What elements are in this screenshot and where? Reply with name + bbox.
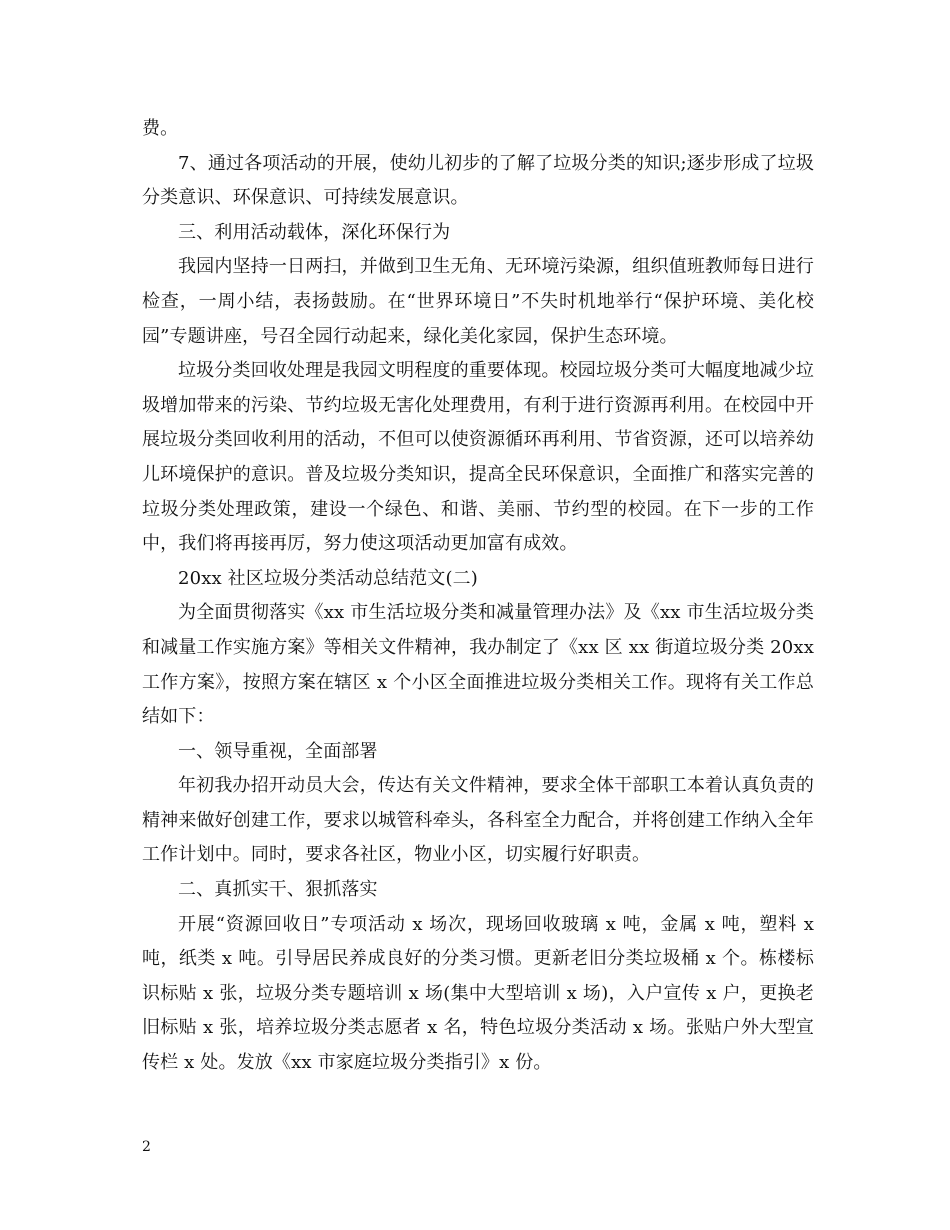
paragraph: 我园内坚持一日两扫，并做到卫生无角、无环境污染源，组织值班教师每日进行检查，一周小结，表扬鼓励。在“世界环境日”不失时机地举行“保护环境、美化校园”专题讲座，号召全园行动起来，绿化美化家园，保护生态环境。 — [142, 256, 814, 347]
section-heading: 三、利用活动载体，深化环保行为 — [178, 221, 451, 243]
paragraph: 开展“资源回收日”专项活动 x 场次，现场回收玻璃 x 吨，金属 x 吨，塑料 x 吨，纸类 x 吨。引导居民养成良好的分类习惯。更新老旧分类垃圾桶 x 个。栋楼标识标贴 x 张，垃圾分类专题培训 x 场(集中大型培训 x 场)，入户宣传 x 户，更换老旧标贴 x 张，培养垃圾分类志愿者 x 名，特色垃圾分类活动 x 场。张贴户外大型宣传栏 x 处。发放《xx 市家庭垃圾分类指引》x 份。 — [142, 913, 814, 1074]
document-body — [142, 112, 814, 1081]
section-heading: 一、领导重视，全面部署 — [178, 740, 378, 762]
page-number: 2 — [142, 1139, 151, 1155]
paragraph: 年初我办招开动员大会，传达有关文件精神，要求全体干部职工本着认真负责的精神来做好创建工作，要求以城管科牵头，各科室全力配合，并将创建工作纳入全年工作计划中。同时，要求各社区，物业小区，切实履行好职责。 — [142, 775, 814, 866]
section-heading: 二、真抓实干、狠抓落实 — [178, 879, 378, 901]
paragraph: 为全面贯彻落实《xx 市生活垃圾分类和减量管理办法》及《xx 市生活垃圾分类和减量工作实施方案》等相关文件精神，我办制定了《xx 区 xx 街道垃圾分类 20xx 工作方案》，按照方案在辖区 x 个小区全面推进垃圾分类相关工作。现将有关工作总结如下： — [142, 602, 814, 728]
paragraph: 7、通过各项活动的开展，使幼儿初步的了解了垃圾分类的知识;逐步形成了垃圾分类意识、环保意识、可持续发展意识。 — [142, 152, 814, 209]
paragraph: 费。 — [142, 118, 179, 139]
paragraph: 垃圾分类回收处理是我园文明程度的重要体现。校园垃圾分类可大幅度地减少垃圾增加带来的污染、节约垃圾无害化处理费用，有利于进行资源再利用。在校园中开展垃圾分类回收利用的活动，不但可以使资源循环再利用、节省资源，还可以培养幼儿环境保护的意识。普及垃圾分类知识，提高全民环保意识，全面推广和落实完善的垃圾分类处理政策，建设一个绿色、和谐、美丽、节约型的校园。在下一步的工作中，我们将再接再厉，努力使这项活动更加富有成效。 — [142, 360, 814, 555]
article-subtitle: 20xx 社区垃圾分类活动总结范文(二) — [178, 567, 478, 589]
